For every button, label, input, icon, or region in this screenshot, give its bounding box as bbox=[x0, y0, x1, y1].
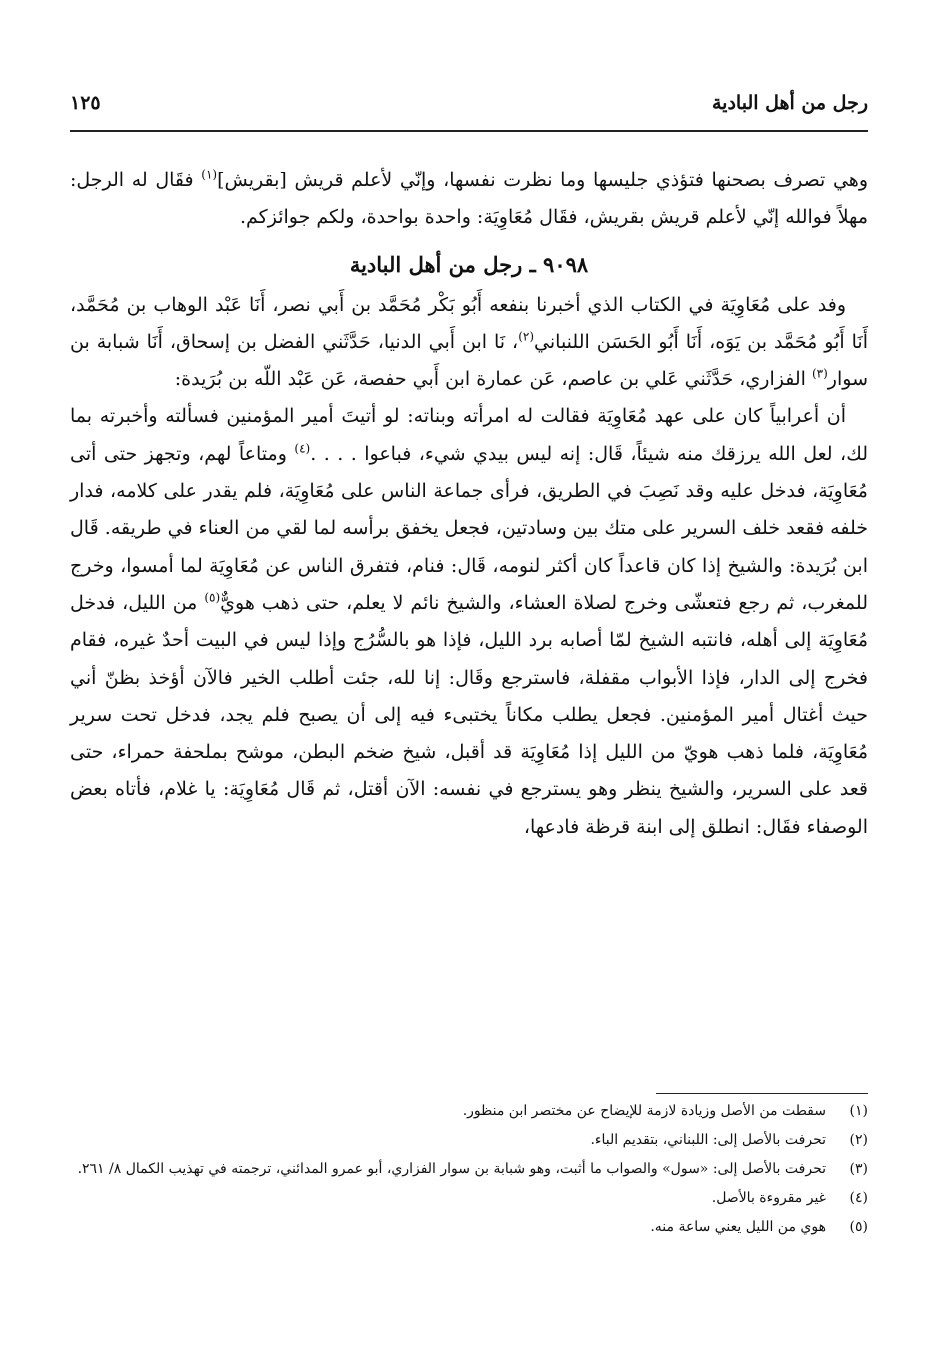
footnote-text: سقطت من الأصل وزيادة لازمة للإيضاح عن مختصر ابن منظور. bbox=[462, 1103, 826, 1119]
footnote bbox=[70, 1156, 868, 1182]
running-header bbox=[70, 88, 868, 124]
footnote-number: (٣) bbox=[849, 1161, 868, 1177]
text-run: ومتاعاً لهم، وتجهز حتى أتى مُعَاوِيَة، فدخل عليه وقد نَصِبَ في الطريق، فرأى جماعة الناس على مُعَاوِيَة، فلم يقدر على كلامه، فدار خلفه فقعد خلف السرير على متك بين وسادتين، فجعل يخفق برأسه لما لقي من العناء في طريقه. قَال ابن بُرَيدة: والشيخ إذا كان قاعداً كان أكثر لنومه، قَال: فنام، فتفرق الناس عن مُعَاوِيَة لما أمسوا، وخرج للمغرب، ثم رجع فتعشّى وخرج لصلاة العشاء، والشيخ نائم لا يعلم، حتى ذهب هويٌّ bbox=[70, 442, 868, 614]
text-run: الفزاري، حَدَّثَني عَلي بن عاصم، عَن عمارة ابن أَبي حفصة، عَن عَبْد اللّه بن بُرَيدة: bbox=[174, 368, 812, 391]
text-run: فقَال له الرجل: مهلاً فوالله إنّي لأعلم قريش بقريش، فقَال مُعَاوِيَة: واحدة بواحدة، ولكم جوائزكم. bbox=[70, 169, 868, 229]
footnote-ref-2[interactable]: (٢) bbox=[518, 329, 535, 344]
footnote-text: تحرفت بالأصل إلى: «سول» والصواب ما أثبت، وهو شبابة بن سوار الفزاري، أبو عمرو المدائني، ترجمته في تهذيب الكمال ٨/ ٢٦١. bbox=[77, 1161, 826, 1177]
footnote-ref-4[interactable]: (٤) bbox=[294, 441, 311, 456]
paragraph-continuation bbox=[70, 162, 868, 237]
footnote bbox=[70, 1127, 868, 1153]
footnote-number: (٥) bbox=[849, 1219, 868, 1235]
footnote-text: تحرفت بالأصل إلى: اللبناني، بتقديم الباء. bbox=[590, 1132, 826, 1148]
footnote-number: (٤) bbox=[849, 1190, 868, 1206]
footnote-ref-1[interactable]: (١) bbox=[201, 167, 218, 182]
footnote-ref-5[interactable]: (٥) bbox=[204, 590, 221, 605]
running-header-title: رجل من أهل البادية bbox=[711, 92, 868, 114]
text-run: ، نَا ابن أَبي الدنيا، حَدَّثَني الفضل بن إسحاق، أَنَا شبابة بن سوار bbox=[70, 330, 868, 391]
text-run: من الليل، فدخل مُعَاوِيَة إلى أهله، فانتبه الشيخ لمّا أصابه برد الليل، فإذا هو بالسُّرُج وإذا ليس في البيت أحدٌ غيره، فقام فخرج إلى الدار، فإذا الأبواب مقفلة، فاسترجع وقَال: إنا لله، جئت أطلب الخير فالآن أؤخذ بظنّ أني حيث أغتال أمير المؤمنين. فجعل يطلب مكاناً يختبىء فيه إلى أن يصبح فلم يجد، فدخل تحت سرير مُعَاوِيَة، فلما ذهب هويّ من الليل إذا مُعَاوِيَة قد أقبل، شيخ ضخم البطن، موشح بملحفة حمراء، حتى قعد على السرير، والشيخ ينظر وهو يسترجع في نفسه: الآن أقتل، ثم قَال مُعَاوِيَة: يا غلام، فأتاه بعض الوصفاء فقَال: انطلق إلى ابنة قرظة فادعها، bbox=[70, 591, 868, 838]
text-run: وفد على مُعَاوِيَة في الكتاب الذي أخبرنا بنفعه أَبُو بَكْر مُحَمَّد بن أَبي نصر، أَنَا عَبْد الوهاب بن مُحَمَّد، أَنَا أَبُو مُحَمَّد بن يَوَه، أَنَا أَبُو الحَسَن اللنباني bbox=[70, 293, 868, 353]
footnote bbox=[70, 1214, 868, 1240]
footnote-text: هوي من الليل يعني ساعة منه. bbox=[650, 1219, 826, 1235]
header-rule bbox=[70, 130, 868, 132]
footnote-ref-3[interactable]: (٣) bbox=[811, 366, 828, 381]
footnotes bbox=[70, 1098, 868, 1243]
paragraph-narrative bbox=[70, 398, 868, 846]
main-text bbox=[70, 162, 868, 846]
paragraph-isnad bbox=[70, 287, 868, 399]
page-number: ١٢٥ bbox=[70, 92, 101, 114]
footnote-number: (١) bbox=[849, 1103, 868, 1119]
footnote-rule bbox=[656, 1093, 868, 1094]
footnote bbox=[70, 1185, 868, 1211]
footnote-number: (٢) bbox=[849, 1132, 868, 1148]
footnote bbox=[70, 1098, 868, 1124]
text-run: وهي تصرف بصحنها فتؤذي جليسها وما نظرت نفسها، وإنّي لأعلم قريش [بقريش] bbox=[217, 169, 868, 191]
footnote-text: غير مقروءة بالأصل. bbox=[711, 1190, 826, 1206]
section-heading: ٩٠٩٨ ـ رجل من أهل البادية bbox=[349, 251, 589, 277]
text-run: أن أعرابياً كان على عهد مُعَاوِيَة فقالت له امرأته وبناته: لو أتيتَ أمير المؤمنين فسألته وأخبرته بما لك، لعل الله يرزقك منه شيئاً، قَال: إنه ليس بيدي شيء، فباعوا . . . . bbox=[70, 405, 868, 465]
